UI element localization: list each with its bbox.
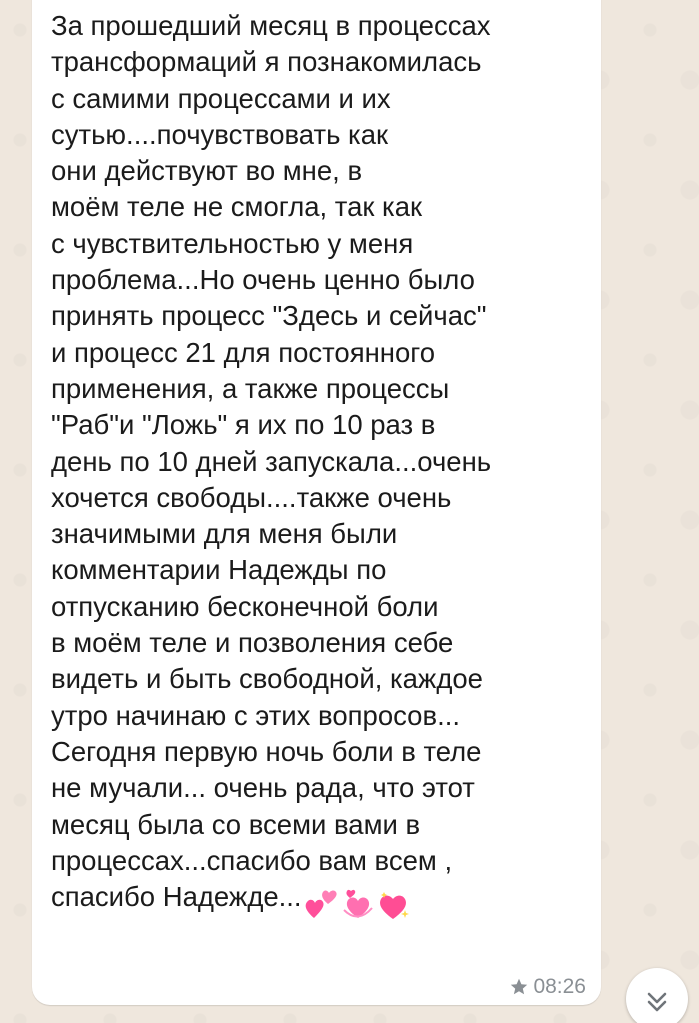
star-icon — [509, 977, 529, 997]
message-text — [51, 8, 591, 922]
revolving-hearts-icon — [340, 888, 376, 922]
chevrons-down-icon — [644, 989, 670, 1015]
two-hearts-icon — [304, 888, 340, 922]
message-time: 08:26 — [533, 975, 586, 998]
message-meta — [509, 975, 586, 999]
scroll-to-bottom-button[interactable] — [626, 968, 688, 1023]
sparkling-heart-icon — [376, 888, 412, 922]
message-body: За прошедший месяц в процессах трансформаций я познакомилась с самими процессами и их сутью....почувствовать как они действуют во мне, в моём теле не смогла, так как с чувствительностью у меня проблема...Но очень ценно было принять процесс "Здесь и сейчас" и процесс 21 для постоянного применения, а также процессы "Раб"и "Ложь" я их по 10 раз в день по 10 дней запускала...очень хочется свободы....также очень значимыми для меня были комментарии Надежды по отпусканию бесконечной боли в моём теле и позволения себе видеть и быть свободной, каждое утро начинаю с этих вопросов... Сегодня первую ночь боли в теле не мучали... очень рада, что этот месяц была со всеми вами в процессах...спасибо вам всем , спасибо Надежде... — [51, 10, 492, 913]
emoji-group — [304, 885, 412, 922]
